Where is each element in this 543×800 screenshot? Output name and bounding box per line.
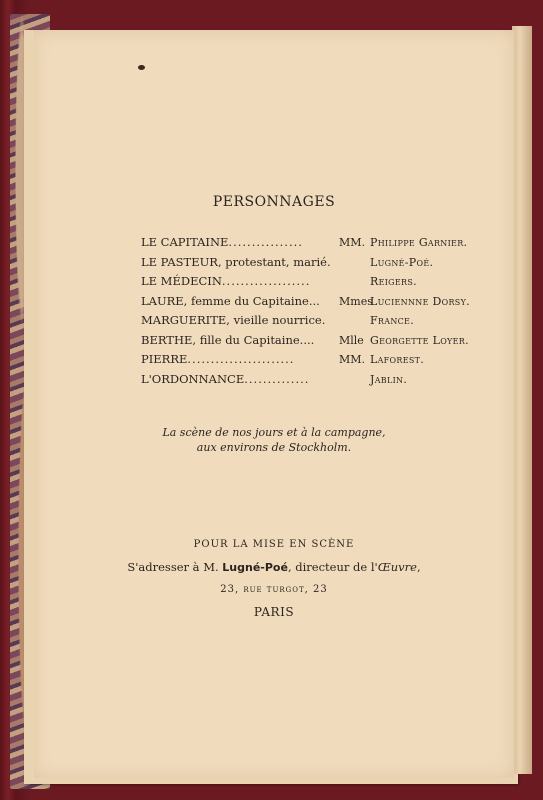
leader-dots: ................ — [228, 235, 303, 249]
staging-contact — [34, 556, 514, 579]
role-name: LE MÉDECIN — [141, 274, 222, 288]
cast-row — [141, 292, 501, 312]
cast-row — [141, 370, 501, 390]
actor-name: Philippe Garnier. — [370, 236, 468, 249]
book-page — [34, 30, 514, 778]
role-name: LAURE, femme du Capitaine... — [141, 293, 320, 308]
theatre-name: Œuvre — [377, 560, 417, 574]
page-heading: PERSONNAGES — [212, 194, 336, 210]
setting-line-2: aux environs de Stockholm. — [196, 441, 352, 454]
cast-row — [141, 272, 501, 292]
role-name: LE PASTEUR, protestant, marié. — [141, 254, 331, 269]
actor-name: Jablin. — [370, 372, 408, 386]
actor-prefix: Mmes — [339, 294, 373, 308]
role-name: LE CAPITAINE — [141, 235, 229, 249]
cast-row — [141, 331, 501, 351]
actor-name: Laforest. — [370, 353, 425, 366]
contact-middle: , directeur de l' — [287, 560, 378, 574]
leader-dots: ................... — [221, 274, 311, 288]
contact-end: , — [416, 560, 421, 574]
role-name: L'ORDONNANCE — [141, 371, 245, 386]
ink-spot — [138, 65, 145, 70]
cast-row — [141, 253, 501, 273]
actor-name: Lugné-Poé. — [370, 255, 434, 269]
actor-name: France. — [370, 314, 414, 327]
role-name: PIERRE — [141, 352, 188, 366]
role-name: MARGUERITE, vieille nourrice. — [141, 313, 326, 327]
contact-prefix: S'adresser à M. — [127, 560, 219, 574]
cast-list — [141, 233, 501, 389]
page-edge — [512, 26, 532, 774]
actor-prefix: MM. — [339, 236, 366, 249]
actor-name: Reigers. — [370, 275, 417, 288]
actor-prefix: MM. — [339, 353, 366, 366]
actor-name: Georgette Loyer. — [370, 333, 469, 347]
staging-heading: POUR LA MISE EN SCÈNE — [193, 539, 355, 550]
scene-setting — [34, 425, 514, 455]
actor-name: Luciennne Dorsy. — [370, 294, 470, 308]
actor-prefix: Mlle — [339, 333, 364, 347]
cast-row — [141, 233, 501, 253]
staging-city: PARIS — [253, 605, 295, 619]
role-name: BERTHE, fille du Capitaine.... — [141, 332, 315, 347]
cast-row — [141, 350, 501, 370]
cast-row — [141, 311, 501, 331]
staging-notice — [34, 534, 514, 623]
leader-dots: .............. — [244, 371, 310, 386]
director-name: Lugné-Poé — [222, 561, 288, 574]
setting-line-1: La scène de nos jours et à la campagne, — [162, 426, 386, 439]
leader-dots: ....................... — [187, 352, 295, 366]
staging-address: 23, rue turgot, 23 — [220, 584, 328, 595]
